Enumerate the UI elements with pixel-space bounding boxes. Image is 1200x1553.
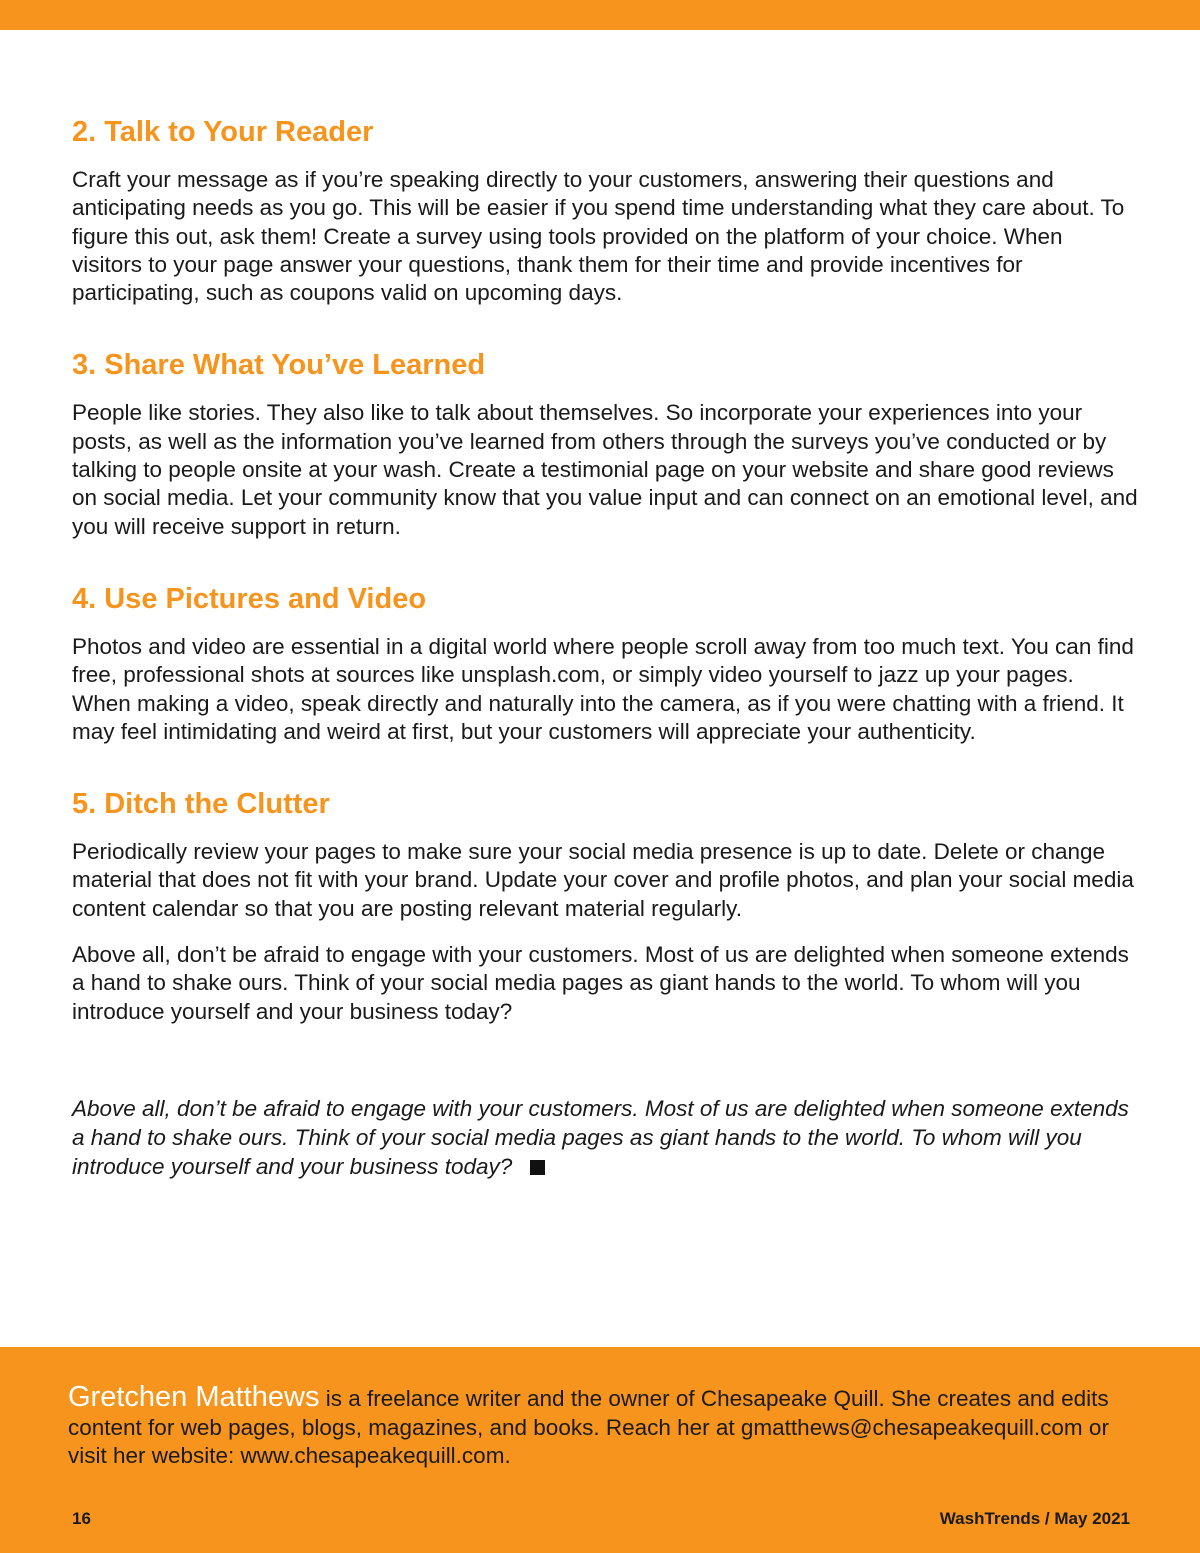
section-ditch-the-clutter	[72, 784, 1138, 1026]
section-share-what-youve-learned	[72, 345, 1138, 540]
publication-issue: WashTrends / May 2021	[939, 1509, 1130, 1528]
section-use-pictures-and-video	[72, 579, 1138, 746]
author-name: Gretchen Matthews	[68, 1381, 320, 1413]
section-heading: 3. Share What You’ve Learned	[72, 349, 486, 382]
paragraph: Periodically review your pages to make sure your social media presence is up to date. Delete or change material that does not fit with your brand. Update your cover and profile photos, and plan your social media content calendar so that you are posting relevant material regularly.	[72, 839, 1134, 921]
section-talk-to-your-reader	[72, 112, 1138, 307]
section-heading: 2. Talk to Your Reader	[72, 116, 374, 148]
author-bio-footer	[0, 1347, 1200, 1553]
author-bio	[68, 1383, 1148, 1471]
paragraph: Above all, don’t be afraid to engage with your customers. Most of us are delighted when someone extends a hand to shake ours. Think of your social media pages as giant hands to the world. To whom will you introduce yourself and your business today?	[72, 942, 1129, 1024]
paragraph: Photos and video are essential in a digital world where people scroll away from too much text. You can find free, professional shots at sources like unsplash.com, or simply video yourself to jazz up your pages. When making a video, speak directly and naturally into the camera, as if you were chatting with a friend. It may feel intimidating and weird at first, but your customers will appreciate your authenticity.	[72, 633, 1134, 744]
author-bio-text: is a freelance writer and the owner of Chesapeake Quill. She creates and edits content for web pages, blogs, magazines, and books. Reach her at gmatthews@chesapeakequill.com or visit her website: www.chesapeakequill.com.	[68, 1386, 1109, 1468]
article-body	[72, 112, 1138, 1181]
paragraph: Craft your message as if you’re speaking directly to your customers, answering their questions and anticipating needs as you go. This will be easier if you spend time understanding what they care about. To figure this out, ask them! Create a survey using tools provided on the platform of your choice. When visitors to your page answer your questions, thank them for their time and provide incentives for participating, such as coupons valid on upcoming days.	[72, 167, 1125, 306]
end-of-article-square-icon	[530, 1160, 545, 1175]
top-accent-bar	[0, 0, 1200, 30]
pull-quote	[72, 1094, 1138, 1181]
page-number: 16	[72, 1509, 91, 1528]
pull-quote-text: Above all, don’t be afraid to engage with your customers. Most of us are delighted when someone extends a hand to shake ours. Think of your social media pages as giant hands to the world. To whom will you introduce yourself and your business today?	[72, 1095, 1129, 1179]
section-heading: 5. Ditch the Clutter	[72, 788, 330, 821]
section-heading: 4. Use Pictures and Video	[72, 582, 427, 615]
paragraph: People like stories. They also like to talk about themselves. So incorporate your experiences into your posts, as well as the information you’ve learned from others through the surveys you’ve conducted or by talking to people onsite at your wash. Create a testimonial page on your website and share good reviews on social media. Let your community know that you value input and can connect on an emotional level, and you will receive support in return.	[72, 400, 1138, 539]
